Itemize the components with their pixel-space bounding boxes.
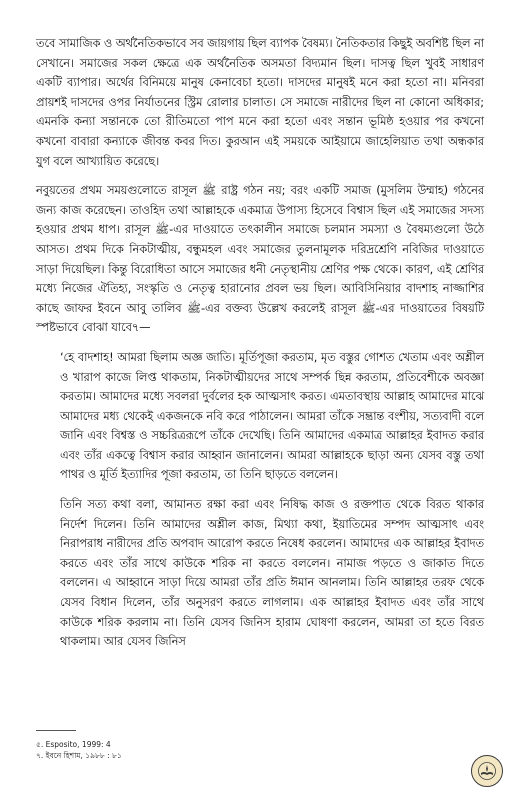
footnote-1: ৫. Esposito, 1999: 4 (36, 740, 111, 749)
paragraph-2: নবুয়তের প্রথম সময়গুলোতে রাসূল ﷺ রাষ্ট্র গঠন নয়; বরং একটি সমাজ (মুসলিম উম্মাহ) গঠনের জন্য কাজ করেছেন। তাওহিদ তথা আল্লাহকে একমাত্র উপাস্য হিসেবে বিশ্বাস ছিল এই সমাজের সদস্য হওয়ার প্রথম ধাপ। রাসূল ﷺ-এর দাওয়াতে তৎকালীন সমাজে চলমান সমস্যা ও বৈষম্যগুলো উঠে আসত। প্রথম দিকে নিকটাত্মীয়, বন্ধুমহল এবং সমাজের তুলনামূলক দরিদ্রশ্রেণি নবিজির দাওয়াতে সাড়া দিয়েছিল। কিন্তু বিরোধিতা আসে সমাজের ধনী নেতৃস্থানীয় শ্রেণির পক্ষ থেকে। কারণ, এই শ্রেণির মধ্যে নিজের ঐতিহ্য, সংস্কৃতি ও নেতৃত্ব হারানোর প্রবল ভয় ছিল। আবিসিনিয়ার বাদশাহ নাজ্জাশির কাছে জাফর ইবনে আবু তালিব ﷺ-এর বক্তব্য উল্লেখ করলেই রাসূল ﷺ-এর দাওয়াতের বিষয়টি স্পষ্টভাবে বোঝা যাবে৭— (36, 183, 485, 335)
book-icon (477, 761, 497, 781)
quote-paragraph-2: তিনি সত্য কথা বলা, আমানত রক্ষা করা এবং নিষিদ্ধ কাজ ও রক্তপাত থেকে বিরত থাকার নির্দেশ দিলেন। তিনি আমাদের অশ্লীল কাজ, মিথ্যা কথা, ইয়াতিমের সম্পদ আত্মসাৎ এবং নিরাপরাধ নারীদের প্রতি অপবাদ আরোপ করতে নিষেধ করলেন। আমাদের এক আল্লাহর ইবাদত করতে এবং তাঁর সাথে কাউকে শরিক না করতে বললেন। নামাজ পড়তে ও জাকাত দিতে বললেন। এ আহ্বানে সাড়া দিয়ে আমরা তাঁর প্রতি ঈমান আনলাম। তিনি আল্লাহর তরফ থেকে যেসব বিধান দিলেন, তাঁর অনুসরণ করতে লাগলাম। এক আল্লাহর ইবাদত এবং তাঁর সাথে কাউকে শরিক করলাম না। তিনি যেসব জিনিস হারাম ঘোষণা করলেন, আমরা তা হতে বিরত থাকলাম। আর যেসব জিনিস (60, 497, 484, 649)
page-body (36, 34, 484, 652)
footnotes (36, 730, 484, 761)
paragraph-1: তবে সামাজিক ও অর্থনৈতিকভাবে সব জায়গায় ছিল ব্যাপক বৈষম্য। নৈতিকতার কিছুই অবশিষ্ট ছিল না সেখানে। সমাজের সকল ক্ষেত্রে এক অর্থনৈতিক অসমতা বিদ্যমান ছিল। দাসত্ব ছিল খুবই সাধারণ একটি ব্যাপার। অর্থের বিনিময়ে মানুষ কেনাবেচা হতো। দাসদের মানুষই মনে করা হতো না। মনিবরা প্রায়শই দাসদের ওপর নির্যাতনের স্ট্রিম রোলার চালাত। সে সমাজে নারীদের ছিল না কোনো অধিকার; এমনকি কন্যা সন্তানকে তো রীতিমতো পাপ মনে করা হতো এবং সন্তান ভূমিষ্ঠ হওয়ার পর কখনো কখনো বাবারা কন্যাকে জীবন্ত কবর দিত। কুরআন এই সময়কে আইয়ামে জাহেলিয়াত তথা অন্ধকার যুগ বলে আখ্যায়িত করেছে। (36, 36, 484, 168)
quote-paragraph-1: ‘হে বাদশাহ! আমরা ছিলাম অজ্ঞ জাতি। মূর্তিপূজা করতাম, মৃত বস্তুর গোশত খেতাম এবং অশ্লীল ও খারাপ কাজে লিপ্ত থাকতাম, নিকটাত্মীয়দের সাথে সম্পর্ক ছিন্ন করতাম, প্রতিবেশীকে অবজ্ঞা করতাম। আমাদের মধ্যে সবলরা দুর্বলের হক আত্মসাৎ করত। এমতাবস্থায় আল্লাহ আমাদের মাঝে আমাদের মধ্য থেকেই একজনকে নবি করে পাঠালেন। আমরা তাঁকে সম্ভ্রান্ত বংশীয়, সত্যবাদী বলে জানি এবং বিশ্বস্ত ও সচ্চরিত্ররূপে তাঁকে দেখেছি। তিনি আমাদের একমাত্র আল্লাহর ইবাদত করার এবং তাঁর একত্বে বিশ্বাস করার আহ্বান জানালেন। আমরা আল্লাহকে ছাড়া অন্য যেসব বস্তু তথা পাথর ও মূর্তি ইত্যাদির পূজা করতাম, তা তিনি ছাড়তে বললেন। (60, 349, 484, 482)
footnote-2: ৭. ইবনে হিশাম, ১৯৮৮ : ৮১ (36, 751, 122, 760)
footnote-divider (36, 730, 76, 731)
publisher-logo-icon (471, 755, 503, 787)
